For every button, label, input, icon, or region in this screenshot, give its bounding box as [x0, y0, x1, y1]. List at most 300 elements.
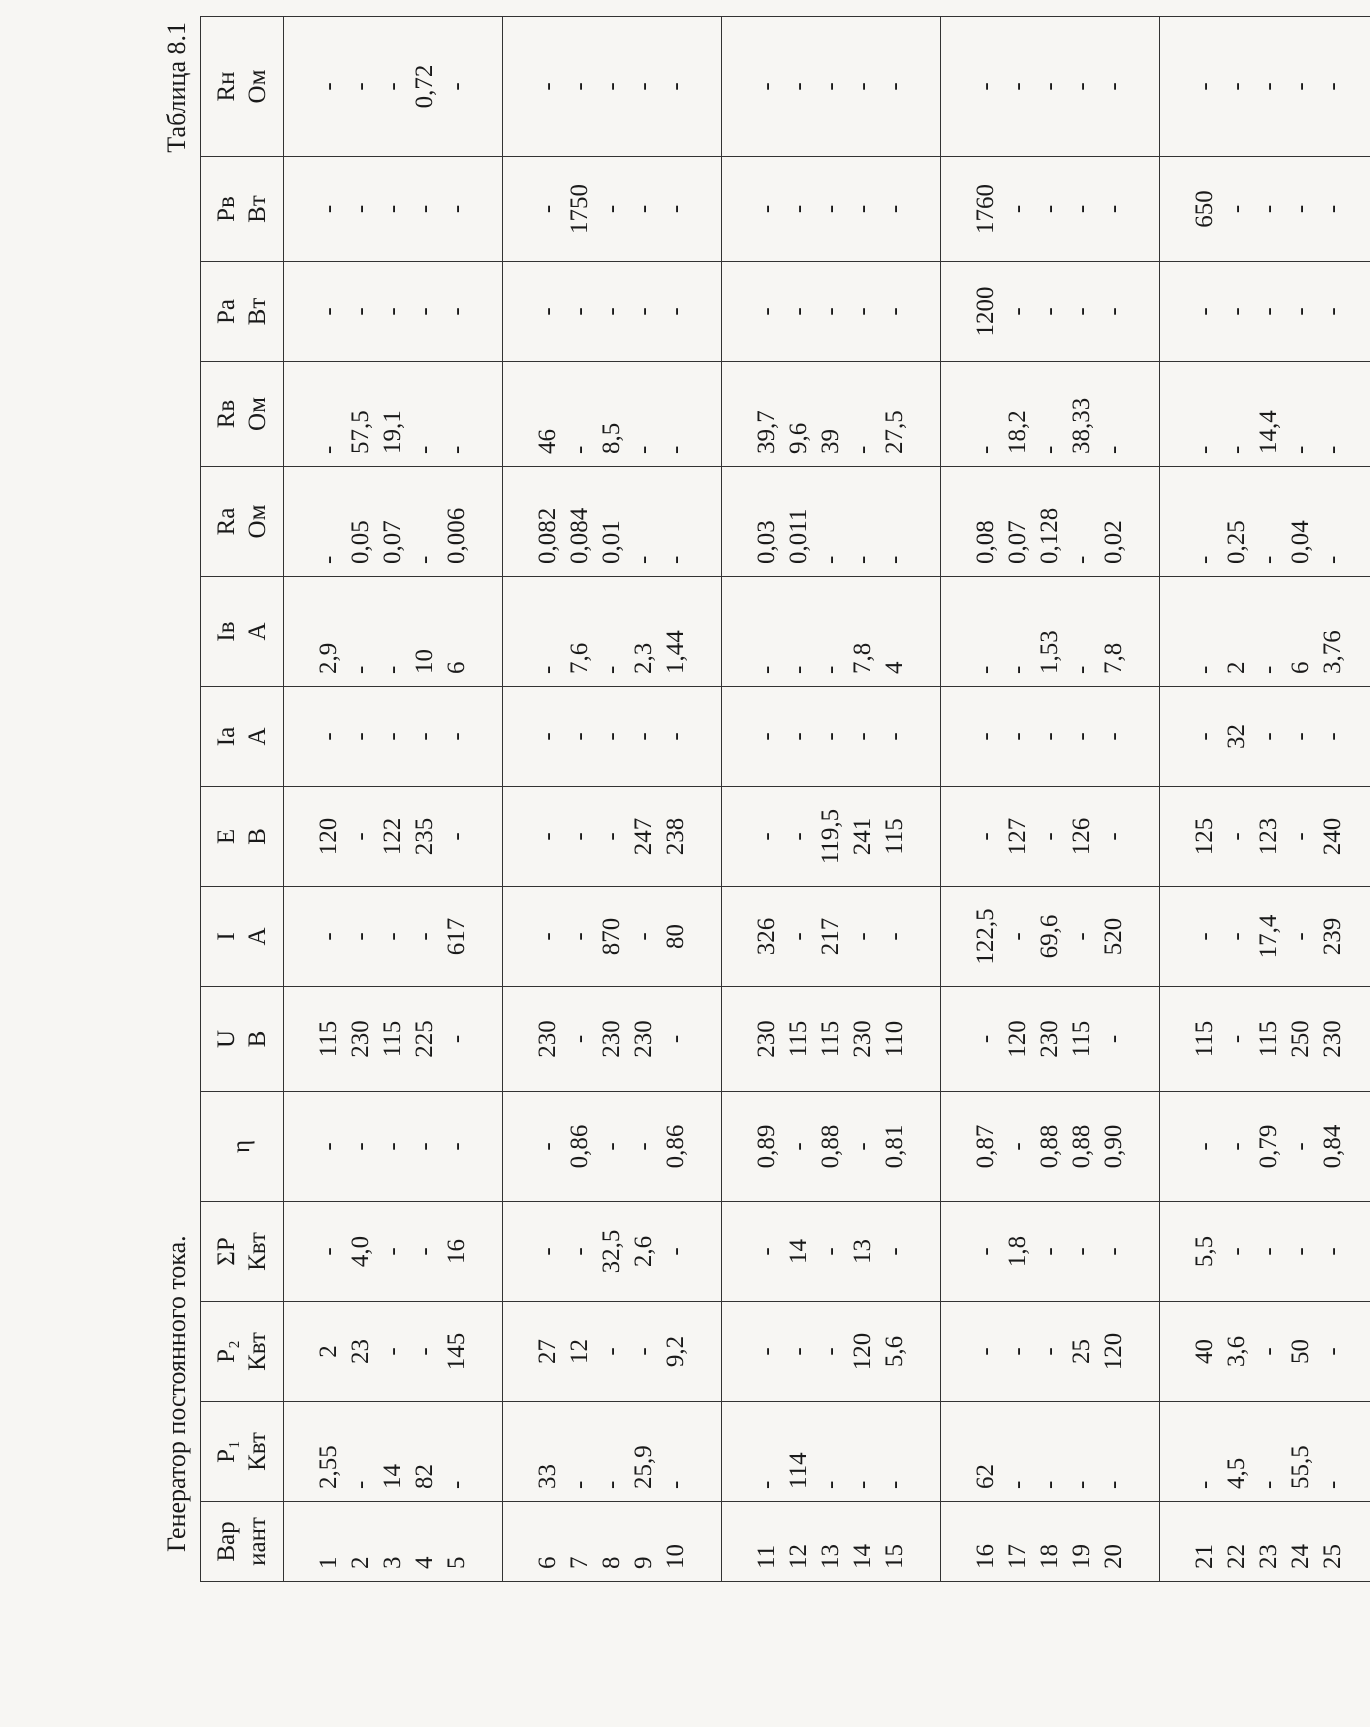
value-ra: 0,011: [785, 508, 812, 564]
cell-ia: [503, 687, 722, 787]
cell-ra: [1160, 467, 1370, 577]
column-header-i: [201, 887, 284, 987]
column-unit: А: [244, 927, 271, 946]
value-rb: -: [849, 445, 876, 454]
value-rn: -: [315, 82, 342, 91]
column-name: η: [228, 1139, 256, 1154]
value-var: 25: [1319, 1544, 1346, 1569]
value-u: 120: [1004, 1020, 1031, 1058]
value-var: 22: [1223, 1544, 1250, 1569]
value-eta: -: [379, 1142, 406, 1151]
value-u: 115: [817, 1020, 844, 1058]
value-ia: -: [785, 732, 812, 741]
value-sp: 16: [443, 1239, 470, 1264]
value-ia: -: [662, 732, 689, 741]
value-sp: -: [972, 1247, 999, 1256]
value-i: -: [379, 932, 406, 941]
value-ia: -: [972, 732, 999, 741]
value-pb: -: [598, 204, 625, 214]
cell-pb: [722, 157, 941, 262]
column-name: Ra: [212, 507, 240, 536]
value-var: 21: [1191, 1544, 1218, 1569]
cell-ib: [503, 577, 722, 687]
value-rn: -: [1287, 82, 1314, 91]
value-var: 6: [534, 1556, 561, 1569]
value-var: 3: [379, 1556, 406, 1569]
value-ia: -: [598, 732, 625, 741]
value-ib: -: [598, 665, 625, 674]
column-unit: иант: [244, 1517, 271, 1566]
cell-ib: [1160, 577, 1370, 687]
value-p1: -: [1191, 1480, 1218, 1489]
value-ib: -: [817, 665, 844, 674]
value-sp: -: [566, 1247, 593, 1256]
value-i: 80: [662, 924, 689, 949]
cell-p2: [941, 1302, 1160, 1402]
value-pa: -: [534, 307, 561, 316]
cell-p2: [503, 1302, 722, 1402]
cell-ib: [722, 577, 941, 687]
value-p2: -: [972, 1347, 999, 1356]
value-sp: -: [1068, 1247, 1095, 1256]
value-p1: 82: [411, 1464, 438, 1489]
value-rb: -: [630, 445, 657, 454]
value-u: 230: [630, 1020, 657, 1058]
value-ra: -: [315, 555, 342, 564]
value-eta: -: [411, 1142, 438, 1151]
column-header-var: [201, 1502, 284, 1582]
value-ra: -: [1191, 555, 1218, 564]
value-ra: -: [881, 555, 908, 564]
column-header-p1: [201, 1402, 284, 1502]
value-i: 326: [753, 917, 780, 956]
variant-group-row: [503, 17, 722, 1582]
value-i: -: [315, 932, 342, 941]
value-pa: -: [785, 307, 812, 316]
value-rn: -: [1319, 82, 1346, 91]
value-pa: -: [411, 307, 438, 316]
column-header-sp: [201, 1202, 284, 1302]
value-eta: -: [1004, 1142, 1031, 1151]
value-e: -: [1036, 832, 1063, 841]
value-pa: -: [817, 307, 844, 316]
cell-pb: [1160, 157, 1370, 262]
value-ib: 2,9: [315, 642, 342, 674]
value-rn: -: [1223, 82, 1250, 91]
value-p2: -: [1036, 1347, 1063, 1356]
value-e: 125: [1191, 817, 1218, 856]
value-pa: -: [1319, 307, 1346, 316]
value-var: 9: [630, 1556, 657, 1569]
value-var: 11: [753, 1544, 780, 1569]
cell-i: [722, 887, 941, 987]
value-sp: -: [817, 1247, 844, 1256]
value-ra: -: [1068, 555, 1095, 564]
value-e: 238: [662, 817, 689, 856]
value-p2: 3,6: [1223, 1335, 1250, 1368]
cell-var: [722, 1502, 941, 1582]
value-pb: -: [849, 204, 876, 214]
value-sp: -: [411, 1247, 438, 1256]
value-u: 230: [1319, 1020, 1346, 1058]
value-var: 18: [1036, 1544, 1063, 1569]
value-rb: 18,2: [1004, 410, 1031, 454]
cell-ia: [284, 687, 503, 787]
value-u: 230: [598, 1020, 625, 1058]
value-sp: -: [881, 1247, 908, 1256]
value-ra: -: [411, 555, 438, 564]
value-rb: 39,7: [753, 410, 780, 454]
cell-ra: [284, 467, 503, 577]
value-pa: -: [1036, 307, 1063, 316]
cell-sp: [722, 1202, 941, 1302]
value-var: 17: [1004, 1544, 1031, 1569]
value-eta: 0,88: [1036, 1124, 1063, 1169]
cell-eta: [284, 1092, 503, 1202]
value-rb: -: [315, 445, 342, 454]
value-p2: 120: [849, 1332, 876, 1371]
value-i: -: [881, 932, 908, 941]
value-u: -: [566, 1034, 593, 1044]
value-i: -: [1223, 932, 1250, 941]
column-header-eta: [201, 1092, 284, 1202]
value-ib: -: [347, 665, 374, 674]
value-i: 217: [817, 917, 844, 956]
value-i: -: [630, 932, 657, 941]
cell-rb: [1160, 362, 1370, 467]
value-sp: -: [1287, 1247, 1314, 1256]
cell-pa: [503, 262, 722, 362]
cell-p1: [1160, 1402, 1370, 1502]
cell-rb: [503, 362, 722, 467]
value-p2: 5,6: [881, 1335, 908, 1368]
value-eta: -: [347, 1142, 374, 1151]
value-pb: -: [1100, 204, 1127, 214]
value-pa: -: [315, 307, 342, 316]
column-header-u: [201, 987, 284, 1092]
value-p1: 4,5: [1223, 1457, 1250, 1489]
value-u: 115: [315, 1020, 342, 1058]
cell-i: [284, 887, 503, 987]
value-e: 240: [1319, 817, 1346, 856]
value-p2: -: [379, 1347, 406, 1356]
value-p2: -: [1255, 1347, 1282, 1356]
cell-sp: [284, 1202, 503, 1302]
value-sp: -: [662, 1247, 689, 1256]
header-row: [201, 17, 284, 1582]
cell-p1: [941, 1402, 1160, 1502]
variant-group-row: [1160, 17, 1370, 1582]
value-ib: -: [785, 665, 812, 674]
value-ib: 3,76: [1319, 630, 1346, 674]
value-p2: 50: [1287, 1339, 1314, 1364]
value-ra: 0,082: [534, 507, 561, 564]
value-rn: -: [662, 82, 689, 91]
cell-rn: [503, 17, 722, 157]
value-i: 870: [598, 917, 625, 956]
value-ia: -: [1255, 732, 1282, 741]
value-var: 4: [411, 1556, 438, 1569]
value-u: 230: [849, 1020, 876, 1058]
value-i: -: [1004, 932, 1031, 941]
variant-group-row: [722, 17, 941, 1582]
value-e: -: [785, 832, 812, 841]
value-ib: 7,8: [849, 642, 876, 674]
value-i: -: [849, 932, 876, 941]
column-header-ra: [201, 467, 284, 577]
cell-rb: [284, 362, 503, 467]
cell-ia: [941, 687, 1160, 787]
cell-u: [1160, 987, 1370, 1092]
value-ia: -: [1004, 732, 1031, 741]
value-ib: -: [379, 665, 406, 674]
value-eta: 0,86: [662, 1124, 689, 1169]
value-u: 115: [1068, 1020, 1095, 1058]
value-rn: -: [1036, 82, 1063, 91]
value-p2: -: [598, 1347, 625, 1356]
value-u: 230: [534, 1020, 561, 1058]
value-ia: -: [411, 732, 438, 741]
value-e: -: [598, 832, 625, 841]
value-ib: -: [1255, 665, 1282, 674]
cell-p1: [722, 1402, 941, 1502]
value-ia: -: [347, 732, 374, 741]
value-u: 115: [1191, 1020, 1218, 1058]
table-caption: [162, 22, 192, 1552]
value-p1: -: [849, 1480, 876, 1489]
value-e: 115: [881, 818, 908, 855]
value-var: 10: [662, 1544, 689, 1569]
cell-var: [503, 1502, 722, 1582]
value-ib: -: [753, 665, 780, 674]
value-ia: 32: [1223, 724, 1250, 749]
value-e: 241: [849, 817, 876, 856]
value-ia: -: [753, 732, 780, 741]
value-eta: 0,89: [753, 1124, 780, 1169]
value-i: 617: [443, 917, 470, 956]
value-p1: 14: [379, 1464, 406, 1489]
value-ra: 0,05: [347, 520, 374, 564]
value-pa: -: [1100, 307, 1127, 316]
column-unit: Ом: [244, 69, 271, 104]
column-unit: В: [244, 828, 271, 845]
cell-ib: [941, 577, 1160, 687]
value-rn: -: [1068, 82, 1095, 91]
value-eta: -: [1223, 1142, 1250, 1151]
value-e: -: [1100, 832, 1127, 841]
value-p2: 25: [1068, 1339, 1095, 1364]
cell-e: [941, 787, 1160, 887]
value-pb: -: [817, 204, 844, 214]
value-pa: -: [347, 307, 374, 316]
value-var: 15: [881, 1544, 908, 1569]
value-e: 120: [315, 817, 342, 856]
value-p2: 145: [443, 1332, 470, 1371]
cell-ra: [722, 467, 941, 577]
value-eta: -: [630, 1142, 657, 1151]
dc-generator-table: [200, 16, 1370, 1582]
value-rn: -: [443, 82, 470, 91]
value-pa: -: [1004, 307, 1031, 316]
cell-i: [1160, 887, 1370, 987]
value-ib: -: [972, 665, 999, 674]
value-rn: -: [972, 82, 999, 91]
value-pa: -: [1068, 307, 1095, 316]
value-pa: -: [379, 307, 406, 316]
cell-sp: [503, 1202, 722, 1302]
value-eta: 0,88: [1068, 1124, 1095, 1169]
value-pa: -: [662, 307, 689, 316]
value-p1: -: [1068, 1480, 1095, 1489]
value-e: 247: [630, 817, 657, 856]
value-pb: -: [785, 204, 812, 214]
value-p2: 23: [347, 1339, 374, 1364]
value-ra: 0,08: [972, 520, 999, 564]
value-u: 115: [1255, 1020, 1282, 1058]
value-eta: 0,87: [972, 1124, 999, 1169]
column-header-ia: [201, 687, 284, 787]
column-unit: Ом: [244, 504, 271, 539]
value-var: 7: [566, 1556, 593, 1569]
value-ib: 2,3: [630, 642, 657, 674]
value-var: 23: [1255, 1544, 1282, 1569]
cell-rn: [284, 17, 503, 157]
cell-pa: [284, 262, 503, 362]
value-pb: -: [1036, 204, 1063, 214]
column-header-rb: [201, 362, 284, 467]
cell-pb: [284, 157, 503, 262]
column-name: Iв: [212, 621, 240, 642]
column-header-pb: [201, 157, 284, 262]
value-ia: -: [1191, 732, 1218, 741]
value-sp: -: [753, 1247, 780, 1256]
value-sp: -: [315, 1247, 342, 1256]
cell-sp: [941, 1202, 1160, 1302]
value-i: -: [1287, 932, 1314, 941]
cell-pa: [941, 262, 1160, 362]
value-pa: -: [630, 307, 657, 316]
cell-p2: [1160, 1302, 1370, 1402]
value-var: 8: [598, 1556, 625, 1569]
value-ib: -: [1068, 665, 1095, 674]
value-p2: 2: [315, 1345, 342, 1358]
column-header-ib: [201, 577, 284, 687]
value-u: -: [443, 1034, 470, 1044]
value-i: -: [785, 932, 812, 941]
value-eta: 0,81: [881, 1124, 908, 1169]
cell-p2: [722, 1302, 941, 1402]
value-i: -: [534, 932, 561, 941]
value-var: 14: [849, 1544, 876, 1569]
value-pa: -: [566, 307, 593, 316]
value-e: -: [443, 832, 470, 841]
column-unit: Ом: [244, 397, 271, 431]
column-unit: В: [244, 1030, 271, 1048]
cell-e: [722, 787, 941, 887]
cell-var: [941, 1502, 1160, 1582]
cell-eta: [503, 1092, 722, 1202]
value-pb: 650: [1191, 190, 1218, 228]
value-p1: -: [347, 1480, 374, 1489]
cell-ia: [722, 687, 941, 787]
value-sp: -: [379, 1247, 406, 1256]
value-rb: 38,33: [1068, 397, 1095, 454]
column-header-p2: [201, 1302, 284, 1402]
value-u: -: [972, 1034, 999, 1044]
value-ia: -: [817, 732, 844, 741]
variant-group-row: [284, 17, 503, 1582]
cell-eta: [941, 1092, 1160, 1202]
value-pb: -: [379, 204, 406, 214]
value-pa: 1200: [972, 286, 999, 337]
value-p2: 9,2: [662, 1335, 689, 1368]
cell-p1: [284, 1402, 503, 1502]
value-rb: 46: [534, 429, 561, 454]
cell-rn: [722, 17, 941, 157]
value-e: 119,5: [817, 808, 844, 865]
cell-p2: [284, 1302, 503, 1402]
value-ia: -: [881, 732, 908, 741]
value-rn: -: [785, 82, 812, 91]
cell-rb: [941, 362, 1160, 467]
cell-ra: [941, 467, 1160, 577]
value-pa: -: [881, 307, 908, 316]
value-p1: 62: [972, 1464, 999, 1489]
value-ra: -: [630, 555, 657, 564]
value-p1: -: [1004, 1480, 1031, 1489]
value-ra: -: [817, 555, 844, 564]
value-pb: -: [1319, 204, 1346, 214]
value-u: 110: [881, 1020, 908, 1058]
value-p2: -: [630, 1347, 657, 1356]
column-unit: Квт: [244, 1232, 271, 1271]
value-ra: -: [662, 555, 689, 564]
value-rb: -: [566, 445, 593, 454]
value-p1: 2,55: [315, 1445, 342, 1489]
value-sp: 2,6: [630, 1235, 657, 1268]
value-ia: -: [1319, 732, 1346, 741]
column-name: E: [212, 828, 240, 845]
cell-var: [1160, 1502, 1370, 1582]
value-var: 13: [817, 1544, 844, 1569]
value-e: -: [347, 832, 374, 841]
value-ib: -: [1191, 665, 1218, 674]
column-name: P₁: [212, 1440, 240, 1463]
value-i: -: [347, 932, 374, 941]
value-p1: -: [1036, 1480, 1063, 1489]
value-rn: -: [849, 82, 876, 91]
value-pb: 1760: [972, 184, 999, 234]
value-sp: 5,5: [1191, 1235, 1218, 1268]
value-p1: -: [1100, 1480, 1127, 1489]
value-e: -: [1223, 832, 1250, 841]
value-p1: 114: [785, 1452, 812, 1489]
value-p1: 25,9: [630, 1445, 657, 1489]
value-p2: -: [817, 1347, 844, 1356]
cell-pa: [1160, 262, 1370, 362]
value-sp: 4,0: [347, 1235, 374, 1268]
value-pb: -: [1068, 204, 1095, 214]
value-ra: -: [1255, 555, 1282, 564]
cell-pb: [503, 157, 722, 262]
value-eta: -: [315, 1142, 342, 1151]
value-sp: -: [534, 1247, 561, 1256]
value-sp: -: [1319, 1247, 1346, 1256]
cell-rn: [1160, 17, 1370, 157]
column-unit: А: [244, 622, 271, 641]
value-rn: 0,72: [411, 64, 438, 109]
cell-rn: [941, 17, 1160, 157]
